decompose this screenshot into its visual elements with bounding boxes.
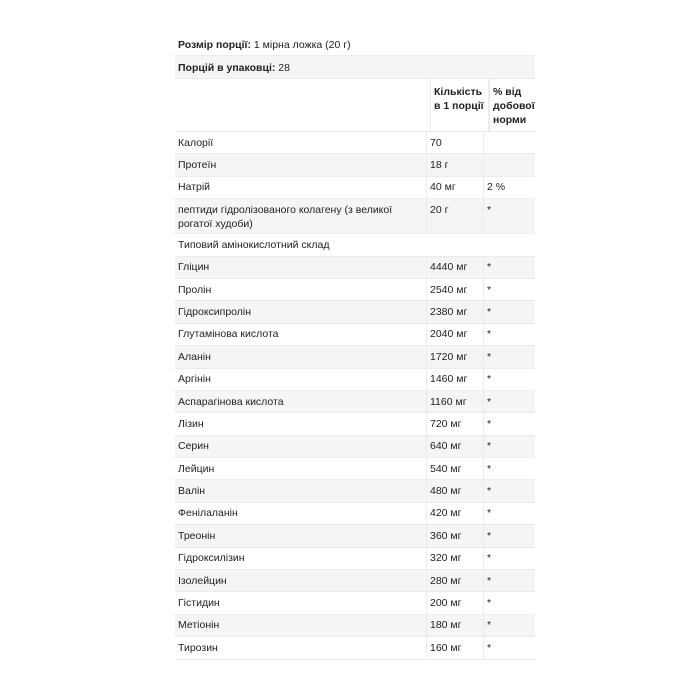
nutrient-daily-value xyxy=(484,132,535,153)
table-row xyxy=(175,132,535,154)
table-row xyxy=(175,257,535,279)
nutrient-amount: 2540 мг xyxy=(427,279,484,300)
header-name-cell xyxy=(175,79,431,131)
table-row xyxy=(175,458,535,480)
table-row xyxy=(175,324,535,346)
nutrient-name: Глутамінова кислота xyxy=(175,324,427,345)
nutrient-amount: 360 мг xyxy=(427,525,484,546)
table-row xyxy=(175,548,535,570)
nutrient-name: Натрій xyxy=(175,177,427,198)
nutrient-daily-value: * xyxy=(487,597,492,610)
nutrient-name: Гідроксипролін xyxy=(175,301,427,322)
table-row xyxy=(175,177,535,199)
nutrient-name: Треонін xyxy=(175,525,427,546)
nutrient-name: Метіонін xyxy=(175,615,427,636)
nutrient-daily-value: * xyxy=(487,328,492,341)
nutrient-name: Аргінін xyxy=(175,369,427,390)
servings-per-container-row xyxy=(175,56,535,79)
nutrient-amount: 18 г xyxy=(427,154,484,175)
nutrient-amount: 70 xyxy=(427,132,484,153)
nutrient-amount: 480 мг xyxy=(427,480,484,501)
nutrient-name: Валін xyxy=(175,480,427,501)
nutrient-name: Фенілаланін xyxy=(175,503,427,524)
nutrient-amount: 640 мг xyxy=(427,436,484,457)
table-row xyxy=(175,279,535,301)
header-daily-value: % від добової норми xyxy=(489,79,535,131)
nutrient-amount: 20 г xyxy=(427,199,484,233)
nutrient-daily-value: * xyxy=(487,305,492,318)
nutrient-daily-value: * xyxy=(487,261,492,274)
nutrient-name: Тирозин xyxy=(175,637,427,658)
nutrient-amount: 1460 мг xyxy=(427,369,484,390)
servings-per-container-label: Порцій в упаковці: xyxy=(178,62,276,74)
table-row xyxy=(175,346,535,368)
nutrient-amount: 2040 мг xyxy=(427,324,484,345)
nutrient-amount: 420 мг xyxy=(427,503,484,524)
table-header xyxy=(175,79,535,132)
nutrient-amount: 320 мг xyxy=(427,548,484,569)
nutrient-name: Калорії xyxy=(175,132,427,153)
table-row xyxy=(175,301,535,323)
nutrient-amount: 2380 мг xyxy=(427,301,484,322)
nutrient-daily-value: * xyxy=(487,204,492,217)
nutrient-amount: 280 мг xyxy=(427,570,484,591)
nutrient-daily-value xyxy=(484,154,535,175)
amino-section-row xyxy=(175,234,535,256)
nutrient-name: Протеїн xyxy=(175,154,427,175)
nutrient-daily-value: * xyxy=(487,373,492,386)
nutrient-daily-value: * xyxy=(487,462,492,475)
nutrient-amount: 1720 мг xyxy=(427,346,484,367)
nutrient-name: Гідроксилізин xyxy=(175,548,427,569)
header-amount: Кількість в 1 порції xyxy=(431,79,489,131)
nutrient-name: Аланін xyxy=(175,346,427,367)
nutrient-daily-value: * xyxy=(487,641,492,654)
nutrient-amount: 40 мг xyxy=(427,177,484,198)
nutrient-amount: 540 мг xyxy=(427,458,484,479)
table-row xyxy=(175,570,535,592)
serving-size-value: 1 мірна ложка (20 г) xyxy=(250,39,351,51)
table-row xyxy=(175,503,535,525)
nutrient-daily-value: * xyxy=(487,507,492,520)
nutrient-daily-value: * xyxy=(487,619,492,632)
nutrient-rows xyxy=(175,132,535,660)
nutrient-name: Аспарагінова кислота xyxy=(175,391,427,412)
table-row xyxy=(175,436,535,458)
nutrient-amount: 180 мг xyxy=(427,615,484,636)
nutrient-daily-value: * xyxy=(487,395,492,408)
nutrient-amount: 200 мг xyxy=(427,592,484,613)
nutrient-amount: 4440 мг xyxy=(427,257,484,278)
nutrient-daily-value: * xyxy=(487,529,492,542)
nutrient-daily-value: * xyxy=(487,283,492,296)
servings-per-container-value: 28 xyxy=(275,62,290,74)
serving-size-row xyxy=(175,33,535,56)
nutrient-amount: 1160 мг xyxy=(427,391,484,412)
nutrient-name: Гістидин xyxy=(175,592,427,613)
nutrient-amount: 160 мг xyxy=(427,637,484,658)
table-row xyxy=(175,199,535,234)
nutrient-name: Серин xyxy=(175,436,427,457)
nutrient-name: Пролін xyxy=(175,279,427,300)
nutrient-daily-value: * xyxy=(487,440,492,453)
nutrient-daily-value: 2 % xyxy=(487,181,506,194)
amino-section-title: Типовий амінокислотний склад xyxy=(178,238,330,251)
table-row xyxy=(175,391,535,413)
nutrient-name: Лейцин xyxy=(175,458,427,479)
nutrient-daily-value: * xyxy=(487,485,492,498)
nutrition-facts-table xyxy=(175,33,535,660)
table-row xyxy=(175,480,535,502)
nutrient-daily-value: * xyxy=(487,350,492,363)
serving-size-label: Розмір порції: xyxy=(178,39,251,51)
table-row xyxy=(175,592,535,614)
table-row xyxy=(175,615,535,637)
nutrient-daily-value: * xyxy=(487,574,492,587)
table-row xyxy=(175,369,535,391)
nutrient-name: Гліцин xyxy=(175,257,427,278)
nutrient-daily-value: * xyxy=(487,552,492,565)
table-row xyxy=(175,637,535,659)
nutrient-name: Ізолейцин xyxy=(175,570,427,591)
table-row xyxy=(175,525,535,547)
nutrient-name: пептиди гідролізованого колагену (з великої рогатої худоби) xyxy=(175,199,427,233)
nutrient-amount: 720 мг xyxy=(427,413,484,434)
table-row xyxy=(175,154,535,176)
nutrient-daily-value: * xyxy=(487,417,492,430)
nutrient-name: Лізин xyxy=(175,413,427,434)
table-row xyxy=(175,413,535,435)
